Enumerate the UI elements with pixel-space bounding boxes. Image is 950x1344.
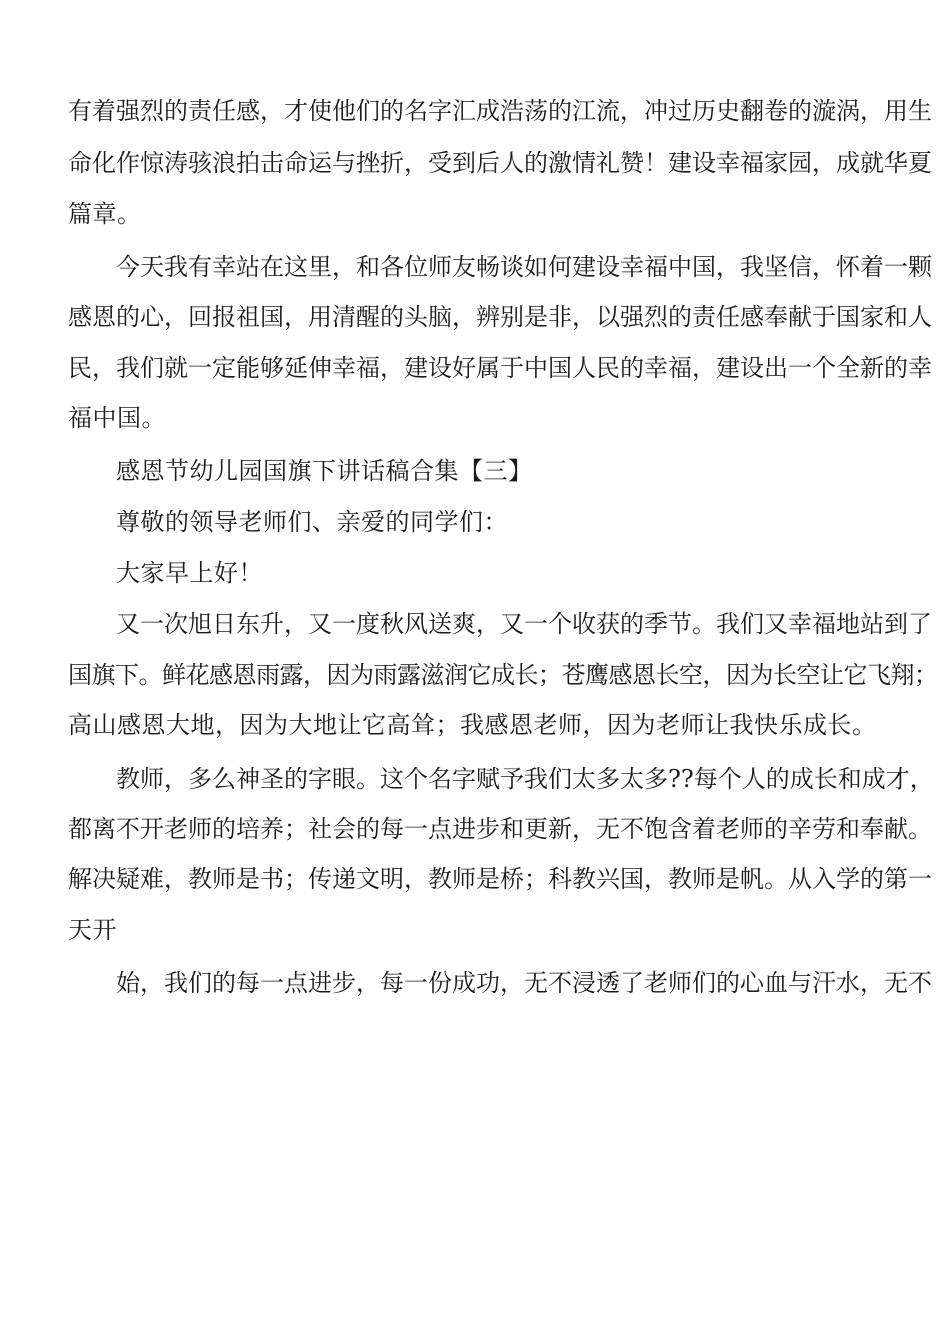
paragraph-first-line: 又一次旭日东升，又一度秋风送爽，又一个收获的季节。我们又幸福地站到了 xyxy=(116,610,932,638)
text-line: 篇章。 xyxy=(68,200,142,228)
greeting: 大家早上好！ xyxy=(116,559,263,587)
text-line: 命化作惊涛骇浪拍击命运与挫折，受到后人的激情礼赞！建设幸福家园，成就华夏 xyxy=(68,149,932,177)
text-line: 解决疑难，教师是书；传递文明，教师是桥；科教兴国，教师是帆。从入学的第一 xyxy=(68,865,932,893)
paragraph-first-line: 教师，多么神圣的字眼。这个名字赋予我们太多太多??每个人的成长和成才， xyxy=(116,765,934,793)
paragraph-first-line: 今天我有幸站在这里，和各位师友畅谈如何建设幸福中国，我坚信，怀着一颗 xyxy=(116,253,932,281)
text-line: 有着强烈的责任感，才使他们的名字汇成浩荡的江流，冲过历史翻卷的漩涡，用生 xyxy=(68,97,932,125)
text-line: 福中国。 xyxy=(68,404,166,432)
text-line: 民，我们就一定能够延伸幸福，建设好属于中国人民的幸福，建设出一个全新的幸 xyxy=(68,354,932,382)
text-line: 感恩的心，回报祖国，用清醒的头脑，辨别是非，以强烈的责任感奉献于国家和人 xyxy=(68,303,932,331)
text-line: 都离不开老师的培养；社会的每一点进步和更新，无不饱含着老师的辛劳和奉献。 xyxy=(68,815,932,843)
text-line: 国旗下。鲜花感恩雨露，因为雨露滋润它成长；苍鹰感恩长空，因为长空让它飞翔； xyxy=(68,661,938,689)
paragraph-first-line: 始，我们的每一点进步，每一份成功，无不浸透了老师们的心血与汗水，无不 xyxy=(116,969,932,997)
text-line: 高山感恩大地，因为大地让它高耸；我感恩老师，因为老师让我快乐成长。 xyxy=(68,711,877,739)
text-line: 天开 xyxy=(68,916,117,944)
salutation: 尊敬的领导老师们、亲爱的同学们： xyxy=(116,508,508,536)
section-heading: 感恩节幼儿园国旗下讲话稿合集【三】 xyxy=(116,457,533,485)
